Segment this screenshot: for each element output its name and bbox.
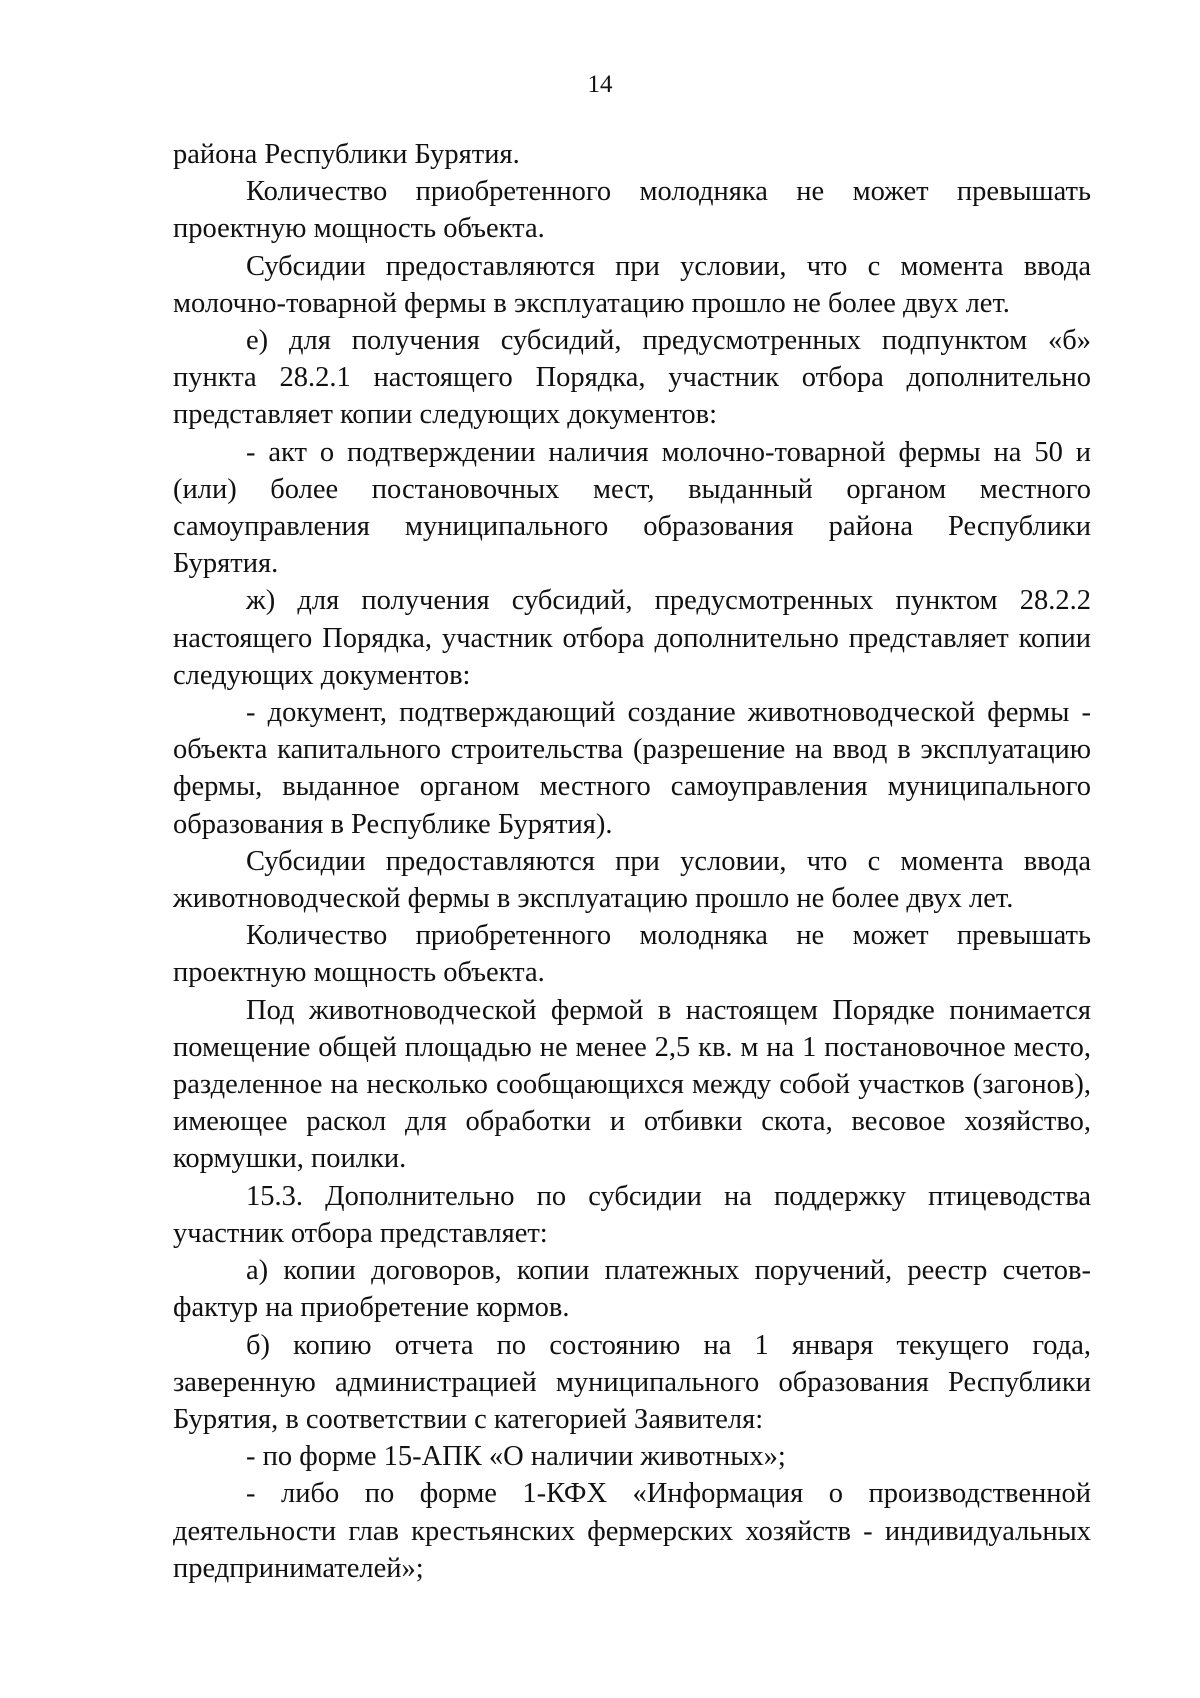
paragraph: Количество приобретенного молодняка не может превышать проектную мощность объекта.: [173, 920, 1091, 989]
page-number: 14: [587, 71, 613, 98]
paragraph: Под животноводческой фермой в настоящем Порядке понимается помещение общей площадью не менее 2,5 кв. м на 1 постановочное место, разделенное на несколько сообщающихся между собой участков (загонов), имеющее раскол для обработки и отбивки скота, весовое хозяйство, кормушки, поилки.: [173, 994, 1091, 1175]
paragraph: б) копию отчета по состоянию на 1 января текущего года, заверенную администрацией муниципального образования Республики Бурятия, в соответствии с категорией Заявителя:: [173, 1329, 1091, 1435]
document-body: [173, 136, 1091, 1587]
paragraph: ж) для получения субсидий, предусмотренных пунктом 28.2.2 настоящего Порядка, участник отбора дополнительно представляет копии следующих документов:: [173, 585, 1091, 691]
paragraph: Субсидии предоставляются при условии, что с момента ввода молочно-товарной фермы в эксплуатацию прошло не более двух лет.: [173, 250, 1091, 319]
paragraph: е) для получения субсидий, предусмотренных подпунктом «б» пункта 28.2.1 настоящего Порядка, участник отбора дополнительно представляет копии следующих документов:: [173, 325, 1091, 431]
paragraph: - акт о подтверждении наличия молочно-товарной фермы на 50 и (или) более постановочных мест, выданный органом местного самоуправления муниципального образования района Республики Бурятия.: [173, 436, 1091, 580]
paragraph: Субсидии предоставляются при условии, что с момента ввода животноводческой фермы в эксплуатацию прошло не более двух лет.: [173, 845, 1091, 915]
paragraph-continuation: района Республики Бурятия.: [173, 139, 520, 170]
paragraph: - документ, подтверждающий создание животноводческой фермы - объекта капитального строительства (разрешение на ввод в эксплуатацию фермы, выданное органом местного самоуправления муниципального образования в Республике Бурятия).: [173, 697, 1091, 840]
paragraph: - либо по форме 1-КФХ «Информация о производственной деятельности глав крестьянских фермерских хозяйств - индивидуальных предпринимателей»;: [173, 1478, 1091, 1584]
paragraph: 15.3. Дополнительно по субсидии на поддержку птицеводства участник отбора представляет:: [173, 1180, 1091, 1249]
paragraph: - по форме 15-АПК «О наличии животных»;: [246, 1441, 786, 1473]
paragraph: а) копии договоров, копии платежных поручений, реестр счетов-фактур на приобретение кормов.: [173, 1255, 1091, 1324]
paragraph: Количество приобретенного молодняка не может превышать проектную мощность объекта.: [173, 176, 1091, 245]
